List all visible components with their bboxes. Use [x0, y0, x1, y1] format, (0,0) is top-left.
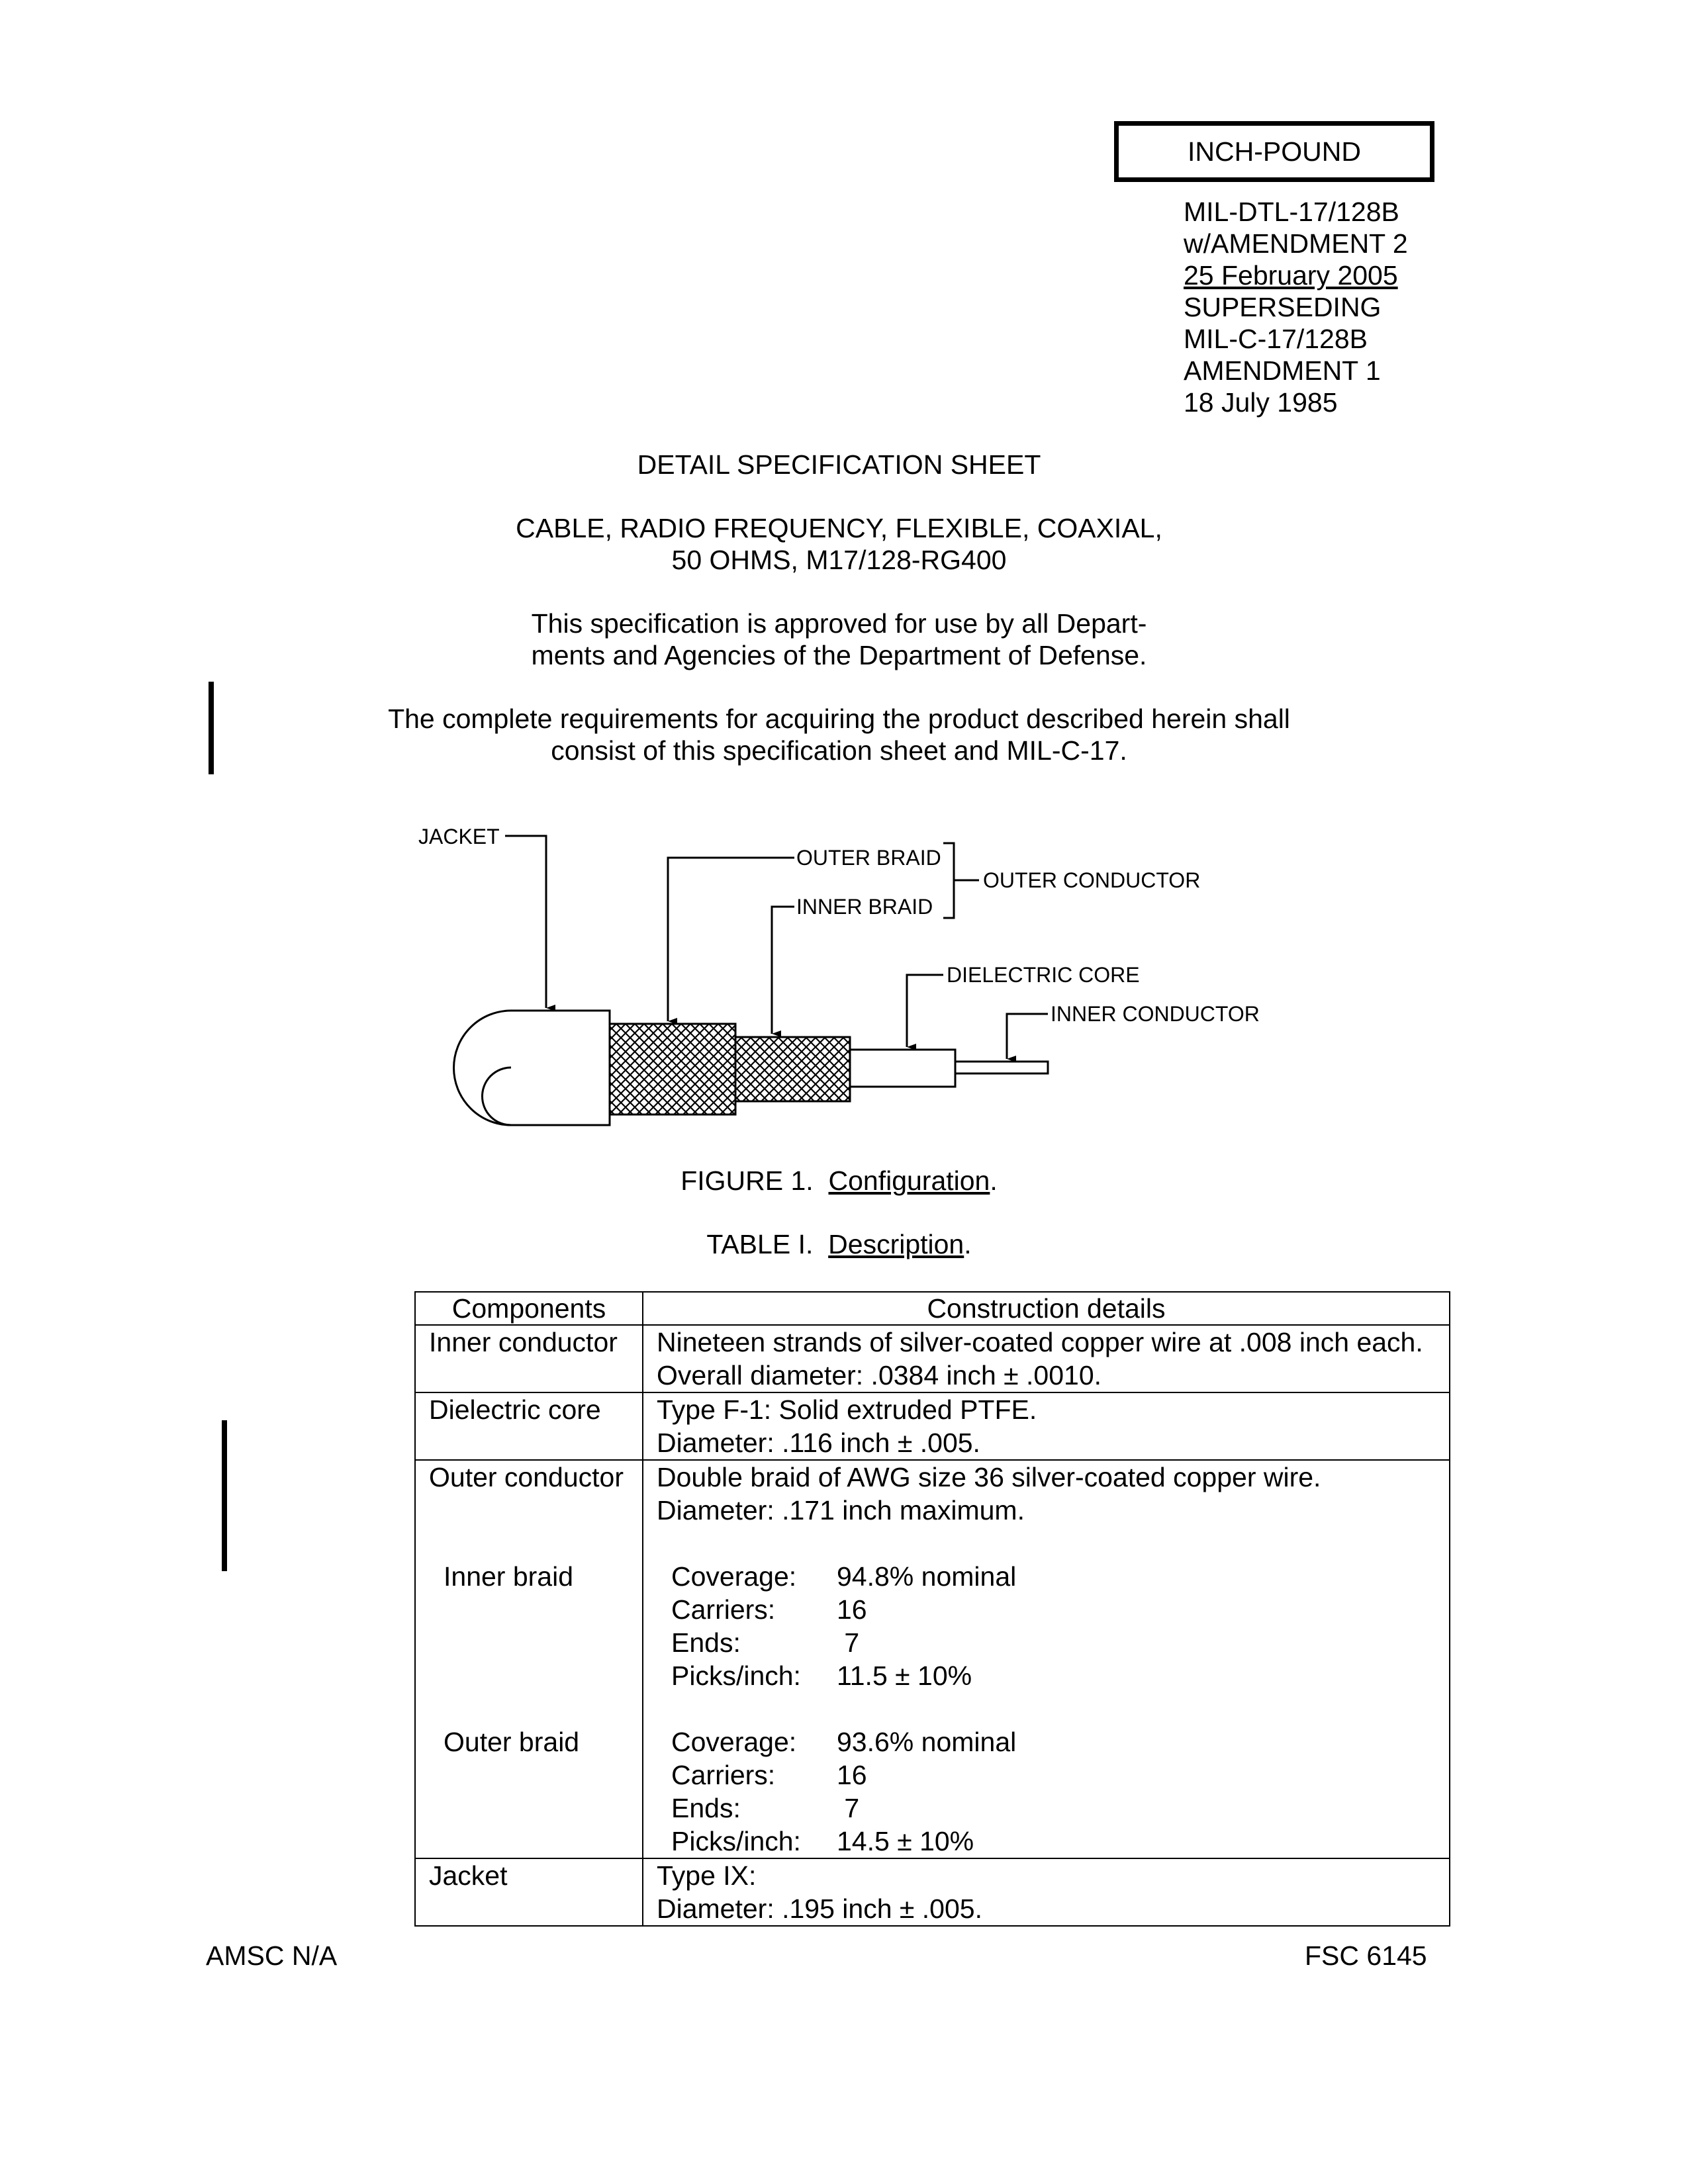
inner-conductor-leader: [1007, 1014, 1048, 1059]
sheet-title: DETAIL SPECIFICATION SHEET: [637, 449, 1041, 480]
label-dielectric-core: DIELECTRIC CORE: [947, 963, 1140, 987]
doc-number: MIL-DTL-17/128B: [1184, 197, 1399, 227]
outer-conductor-bracket: [943, 843, 979, 918]
jacket-shape: [454, 1011, 610, 1125]
outer-braid-shape: [610, 1024, 735, 1115]
revision-bar-table: [222, 1420, 227, 1571]
label-outer-conductor: OUTER CONDUCTOR: [983, 868, 1201, 892]
label-inner-braid: INNER BRAID: [796, 895, 933, 919]
component-inner-conductor: Inner conductor: [415, 1325, 643, 1392]
dielectric-core-shape: [850, 1050, 955, 1087]
superseded-amendment: AMENDMENT 1: [1184, 355, 1381, 386]
table-row: [415, 1325, 1450, 1392]
inner-braid-details: Coverage: 94.8% nominal Carriers: 16 Ends: 7 Picks/inch: 11.5 ± 10%: [671, 1561, 1017, 1691]
details-jacket: Type IX: Diameter: .195 inch ± .005.: [643, 1858, 1450, 1926]
component-inner-braid: Inner braid: [444, 1561, 574, 1592]
details-dielectric-core: Type F-1: Solid extruded PTFE. Diameter: .116 inch ± .005.: [643, 1392, 1450, 1460]
label-jacket: JACKET: [418, 825, 500, 848]
superseded-doc: MIL-C-17/128B: [1184, 324, 1368, 354]
outer-braid-leader: [668, 858, 794, 1021]
inch-pound-label: INCH-POUND: [1188, 136, 1361, 167]
table-row: [415, 1460, 1450, 1858]
header-construction-details: Construction details: [643, 1292, 1450, 1325]
label-inner-conductor: INNER CONDUCTOR: [1051, 1002, 1260, 1026]
doc-amendment: w/AMENDMENT 2: [1184, 228, 1408, 259]
description-table: [414, 1291, 1450, 1927]
table-caption: TABLE I. Description.: [706, 1229, 972, 1259]
requirements-line-1: The complete requirements for acquiring the product described herein shall: [388, 704, 1290, 734]
component-dielectric-core: Dielectric core: [415, 1392, 643, 1460]
details-outer-conductor: Double braid of AWG size 36 silver-coated copper wire. Diameter: .171 inch maximum. Coverage: 94.8% nominal Carriers: 16 Ends: 7 Picks/inch: 11.5 ± 10% Coverage: 93.6% nominal Carriers: 16 Ends: 7 Picks/inch: 14.5 ± 10%: [643, 1460, 1450, 1858]
approval-line-2: ments and Agencies of the Department of Defense.: [531, 640, 1147, 670]
inner-conductor-shape: [955, 1062, 1048, 1073]
doc-date: 25 February 2005: [1184, 260, 1398, 291]
title-line-2: 50 OHMS, M17/128-RG400: [671, 545, 1007, 575]
details-inner-conductor: Nineteen strands of silver-coated copper wire at .008 inch each. Overall diameter: .0384 inch ± .0010.: [643, 1325, 1450, 1392]
component-outer-braid: Outer braid: [444, 1727, 580, 1757]
table-header-row: [415, 1292, 1450, 1325]
label-outer-braid: OUTER BRAID: [796, 846, 941, 870]
footer-amsc: AMSC N/A: [206, 1940, 338, 1971]
title-line-1: CABLE, RADIO FREQUENCY, FLEXIBLE, COAXIAL,: [516, 513, 1162, 543]
superseded-date: 18 July 1985: [1184, 387, 1338, 418]
superseding-label: SUPERSEDING: [1184, 292, 1382, 322]
requirements-line-2: consist of this specification sheet and MIL-C-17.: [551, 735, 1127, 766]
header-components: Components: [415, 1292, 643, 1325]
table-row: [415, 1392, 1450, 1460]
dielectric-core-leader: [907, 975, 943, 1047]
jacket-leader: [505, 836, 546, 1008]
inner-braid-leader: [772, 907, 794, 1034]
outer-braid-details: Coverage: 93.6% nominal Carriers: 16 Ends: 7 Picks/inch: 14.5 ± 10%: [671, 1727, 1017, 1856]
component-jacket: Jacket: [415, 1858, 643, 1926]
component-outer-conductor: Outer conductor Inner braid Outer braid: [415, 1460, 643, 1858]
approval-line-1: This specification is approved for use by all Depart-: [531, 608, 1147, 639]
table-row: [415, 1858, 1450, 1926]
footer-fsc: FSC 6145: [1305, 1940, 1427, 1971]
inner-braid-shape: [735, 1037, 850, 1101]
figure-caption: FIGURE 1. Configuration.: [680, 1165, 998, 1196]
